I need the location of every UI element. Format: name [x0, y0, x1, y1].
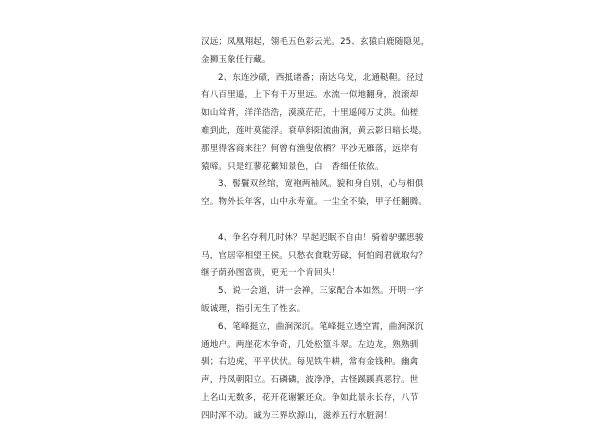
text-line: 上名山无数多，花开花谢繁还众。争如此景永长存，八节 — [201, 392, 419, 403]
text-line: 四时浑不动。诚为三界坎源山，滋养五行水脏洞！ — [201, 410, 393, 421]
text-line: 难到此，莲叶莫能浮。衰草斜阳流曲涧，黄云影日暗长堤。 — [201, 125, 428, 136]
document-body — [201, 34, 430, 426]
paragraph-line: 5、说一会道，讲一会禅，三家配合本如然。开明一字 — [218, 286, 424, 297]
paragraph-line: 3、髻鬟双丝绾，宽袍两袖风。貌和身自别，心与相俱 — [218, 179, 424, 190]
text-line: 空。物外长年客，山中永寿童。一尘全不染，甲子任翻腾。 — [201, 197, 428, 208]
text-line: 驯；右边虎，平平伏伏。每见铁牛耕，常有金钱种。幽禽 — [201, 357, 419, 368]
paragraph-line: 6、笔峰挺立，曲涧深沉。笔峰挺立透空霄，曲涧深沉 — [218, 321, 424, 332]
blank-line — [201, 212, 415, 230]
text-line: 猿啼。只是红蓼花蘩知景色，白 香细任依依。 — [201, 161, 384, 172]
text-line: 通地户。两崖花木争奇，几处松篁斗翠。左边龙，熟熟驯 — [201, 339, 419, 350]
text-line: 金狮玉象任行藏。 — [201, 54, 271, 65]
text-line: 有八百里遥，上下有千万里远。水流一似地翻身，浪滚却 — [201, 90, 419, 101]
text-line: 声，丹凤朝阳立。石磷磷，波净净，古怪蹊蹊真恶狞。世 — [201, 375, 419, 386]
text-line: 那里得客商来往？何曾有渔叟依栖？平沙无雁落，远岸有 — [201, 143, 419, 154]
text-line: 如山耸背，洋洋浩浩，漠漠茫茫，十里遥闻万丈洪。仙槎 — [201, 108, 419, 119]
text-line: 皈诚理，指引无生了性玄。 — [201, 303, 306, 314]
paragraph-line: 2、东连沙碛，西抵诸番；南达乌戈，北通鞑靼。径过 — [218, 72, 424, 83]
text-line: 马，官居宰相望王侯。只愁衣食耽劳碌，何怕阎君就取勾？ — [201, 250, 428, 261]
text-line: 汉远；凤凰翔起，翎毛五色彩云光。25、玄猿白鹿随隐见， — [201, 37, 430, 47]
paragraph-line: 4、争名夺利几时休？早起迟眠不自由！骑着驴骡思骏 — [218, 232, 424, 243]
text-line: 继子荫孙图富贵，更无一个肯回头！ — [201, 268, 341, 279]
